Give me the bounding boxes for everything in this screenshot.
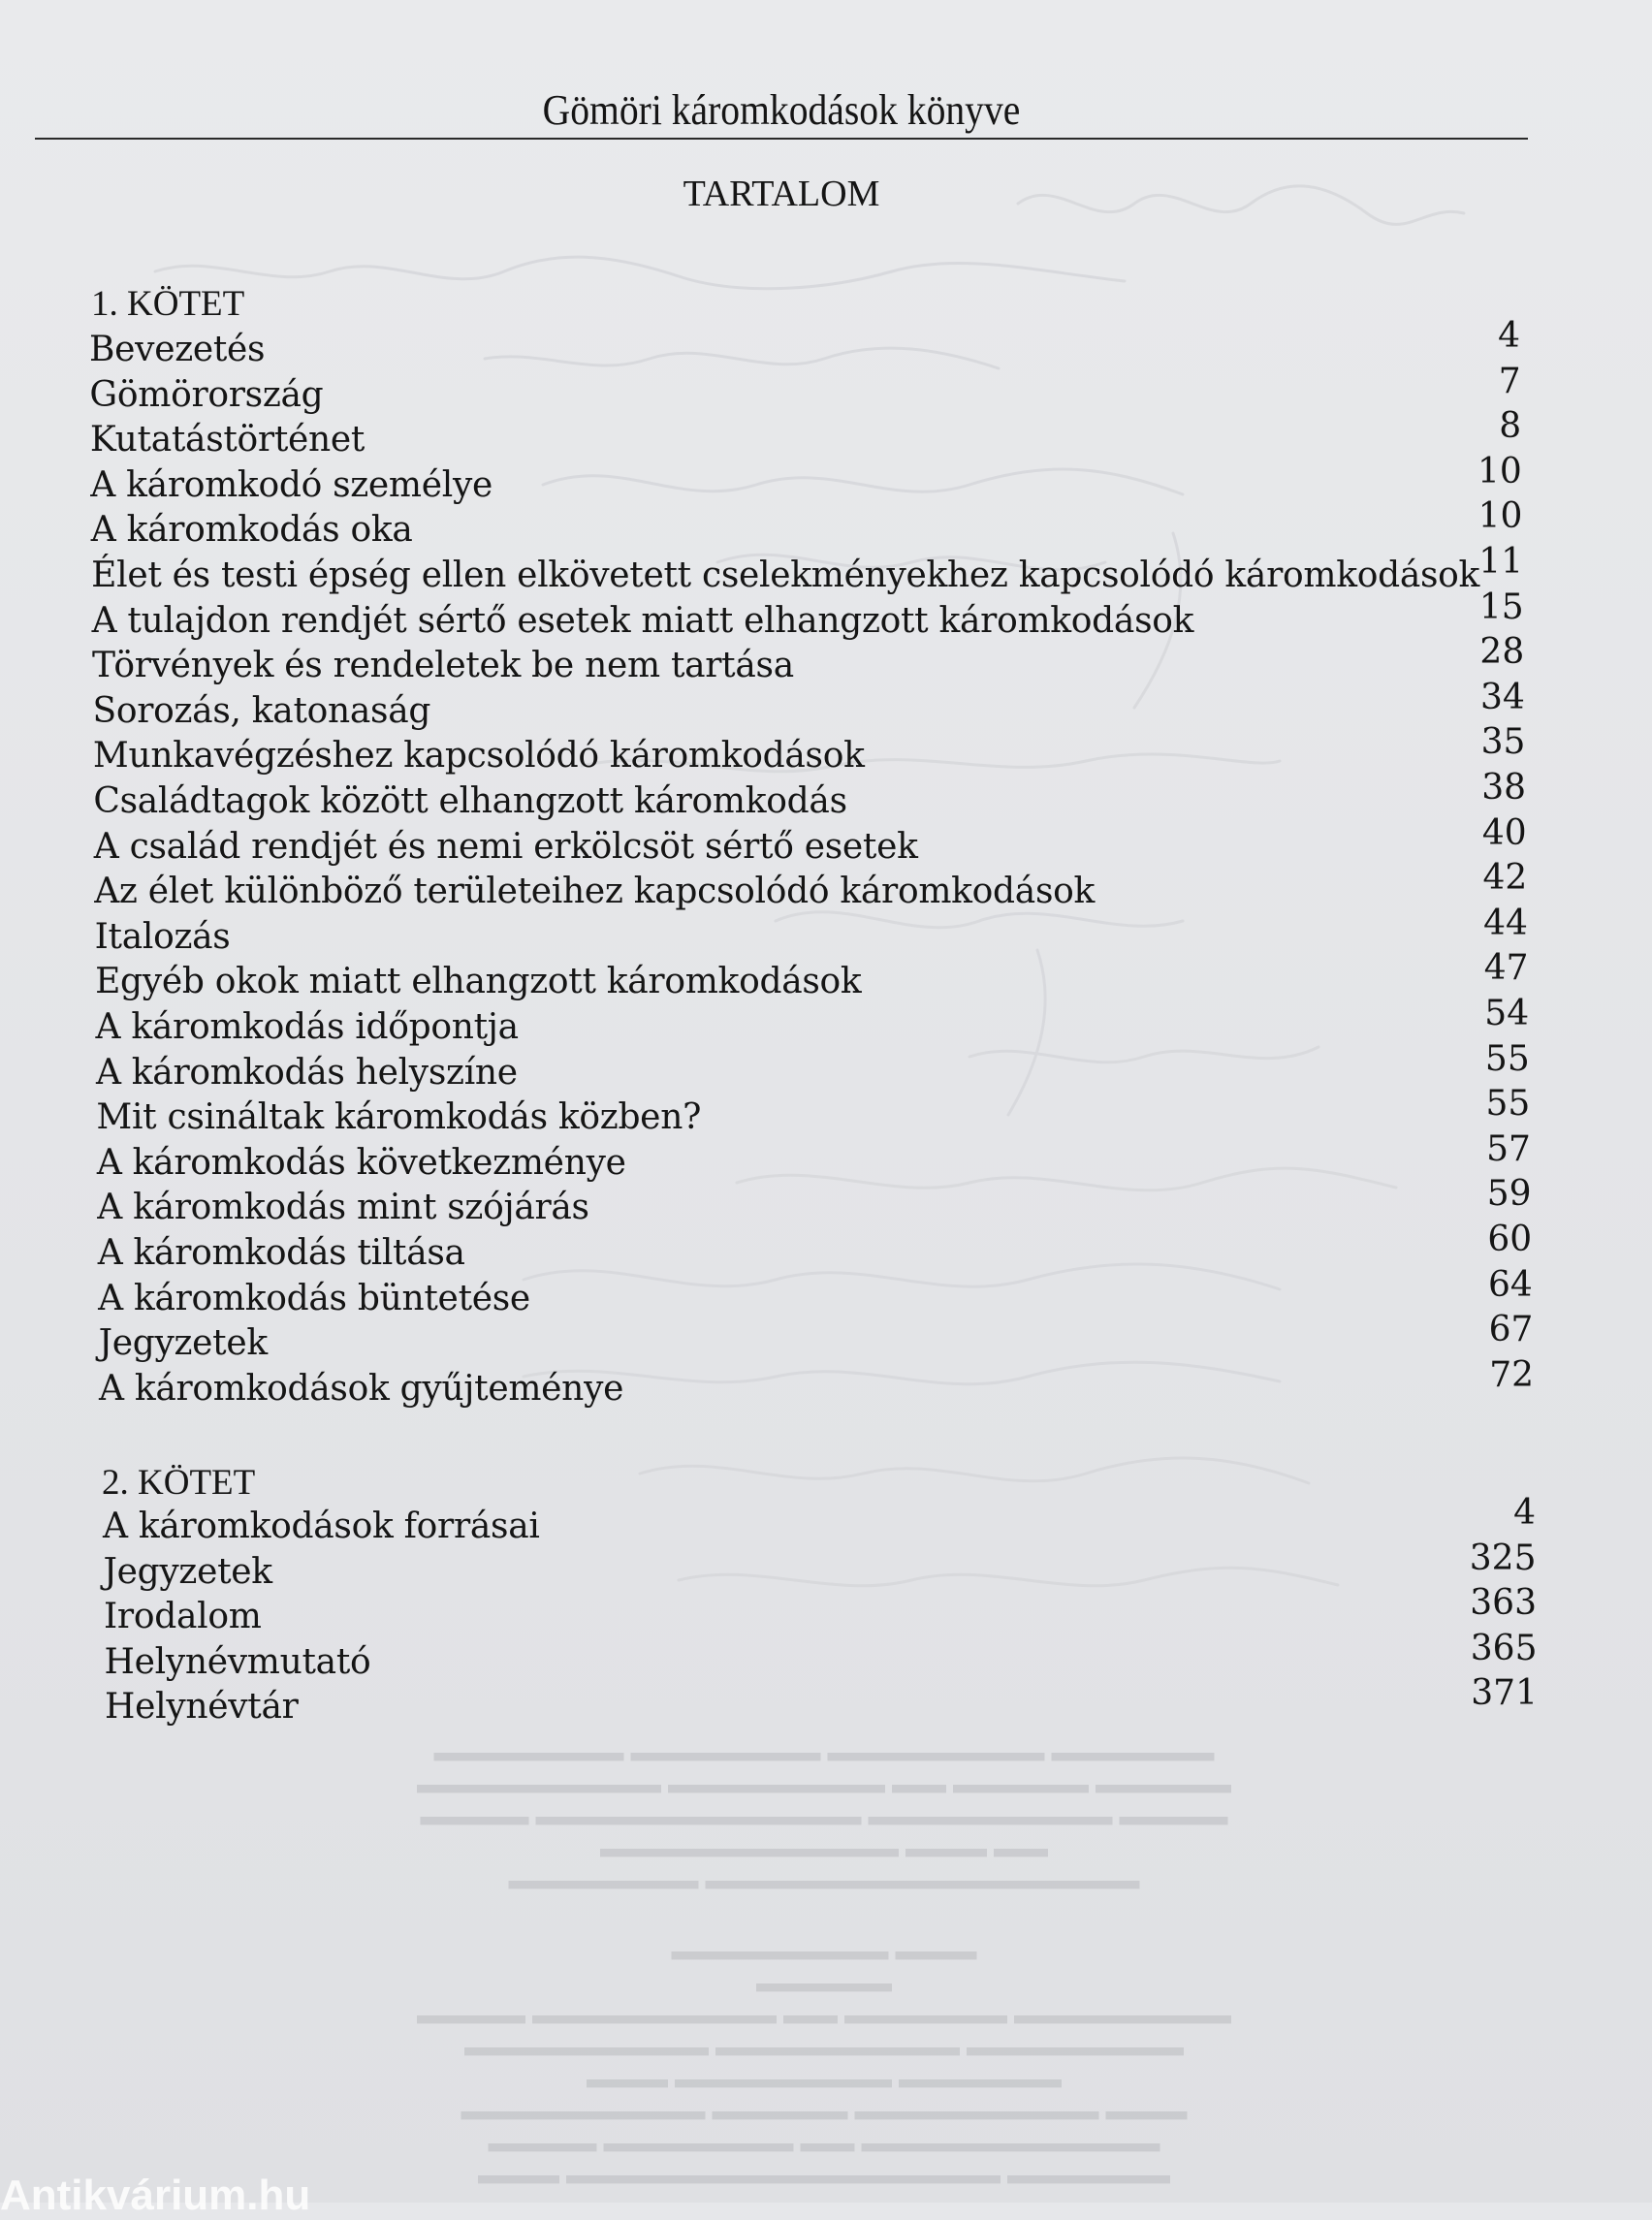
toc-entry [96,1084,1531,1142]
toc-entry [97,1174,1532,1232]
toc-entry [93,812,1527,872]
toc-entry-page: 8 [1499,406,1522,447]
toc-entry-page: 4 [1498,316,1520,356]
toc-entry-title: Gömörország [89,374,324,415]
toc-title: TARTALOM [683,174,880,214]
running-head: Gömöri káromkodások könyve [542,86,1021,134]
toc-entry [92,632,1525,690]
toc-entry-page: 15 [1478,587,1524,627]
toc-entry [90,451,1522,510]
toc-entry [103,1538,1537,1597]
toc-entry-title: A káromkodás következménye [96,1142,626,1183]
toc-entry [92,677,1525,736]
toc-entry-page: 55 [1485,1084,1531,1125]
toc-entry-title: Helynévtár [105,1687,299,1727]
toc-entry-title: Sorozás, katonaság [92,690,431,731]
toc-entry-title: A káromkodások gyűjteménye [99,1368,624,1409]
toc-entry-title: Jegyzetek [98,1323,268,1364]
toc-entry-title: A káromkodó személye [90,464,493,505]
toc-entry [92,722,1526,780]
toc-entry-title: Mit csináltak káromkodás közben? [96,1097,702,1138]
bleed-through-imprint: ▬▬▬ ▬▬▬▬▬▬▬▬▬▬▬▬▬▬▬▬ ▬▬▬▬▬▬ ▬▬▬▬ ▬▬▬▬▬▬▬ ▬▬ ▬▬▬▬▬▬▬▬▬▬▬ ▬▬▬▬▬▬▬▬▬ ▬▬▬▬▬ ▬▬▬▬▬▬▬▬▬ ▬▬▬ ▬▬▬ ▬▬▬▬▬▬▬▬ ▬▬▬▬▬▬ ▬▬▬▬▬▬▬▬▬ ▬▬▬▬▬▬▬▬▬ ▬▬▬▬▬▬▬▬ ▬▬▬▬ ▬▬▬▬▬▬▬▬▬ ▬▬ ▬▬▬▬▬▬ ▬▬▬▬▬▬▬▬ ▬▬▬▬▬ ▬▬▬▬▬▬▬▬ ▬▬▬ ▬▬▬▬▬▬▬ ▬▬▬▬▬▬▬▬▬▬▬▬▬▬▬▬ ▬▬▬▬▬▬▬▬▬▬▬ ▬▬▬ ▬▬ ▬▬▬▬ ▬▬▬▬▬▬▬▬▬▬▬▬ ▬▬▬▬▬▬▬▬▬ ▬▬▬▬ ▬▬▬▬▬▬▬▬▬ ▬▬▬▬▬▬▬▬ ▬▬ ▬▬▬▬▬ ▬▬▬▬▬ ▬▬▬▬▬▬▬ ▬▬▬▬▬▬▬ ▬▬▬▬▬▬▬▬ ▬▬▬▬▬▬ [417,1746,1231,2199]
header-rule [35,138,1528,140]
toc-entry-title: A káromkodás büntetése [98,1278,530,1318]
toc-entry-title: A káromkodás oka [90,510,413,551]
toc-entry [89,406,1522,464]
toc-entry-title: A káromkodás időpontja [95,1007,519,1047]
toc-entry-title: Italozás [94,916,231,957]
toc-entry [96,1128,1531,1188]
toc-entry [95,948,1529,1006]
toc-entry-title: Az élet különböző területeihez kapcsolódó káromkodások [94,872,1096,912]
toc-entry-page: 42 [1482,858,1528,899]
toc-entry [99,1354,1534,1413]
toc-entry-title: Irodalom [104,1597,262,1636]
toc-entry [91,587,1524,646]
toc-entry [89,316,1520,374]
toc-entry-title: A tulajdon rendjét sértő esetek miatt elhangzott káromkodások [91,600,1194,641]
toc-entry [90,496,1523,555]
toc-entry-title: Helynévmutató [104,1641,371,1682]
toc-entry-page: 325 [1469,1538,1537,1578]
toc-entry-page: 44 [1483,903,1528,943]
toc-entry [105,1673,1538,1731]
toc-entry-page: 72 [1489,1354,1534,1395]
toc-entry [98,1264,1533,1323]
toc-entry-page: 363 [1470,1583,1537,1623]
toc-entry-title: A káromkodás tiltása [97,1233,465,1273]
toc-entry [95,994,1530,1052]
toc-entry-title: Egyéb okok miatt elhangzott káromkodások [95,962,862,1002]
toc-entry [104,1628,1538,1687]
toc-entry [93,768,1527,826]
toc-entry-page: 47 [1483,948,1529,989]
toc-entry-page: 54 [1484,994,1530,1033]
toc-entry-title: Kutatástörténet [89,420,365,460]
toc-entry-title: A család rendjét és nemi erkölcsöt sértő esetek [93,826,918,867]
toc-entry-page: 34 [1480,677,1525,717]
toc-entry-page: 55 [1484,1038,1530,1079]
toc-entry-page: 64 [1487,1264,1533,1305]
toc-entry-title: Törvények és rendeletek be nem tartása [92,646,794,686]
toc-entry [97,1220,1533,1278]
toc-entry-title: Munkavégzéshez kapcsolódó káromkodások [92,736,865,777]
watermark: Antikvárium.hu [0,2172,311,2219]
toc-entry [103,1493,1536,1551]
toc-entry [94,858,1528,916]
toc-entry-title: Családtagok között elhangzott káromkodás [93,781,847,821]
toc-entry-page: 60 [1487,1220,1533,1259]
toc-entry-title: A káromkodások forrásai [103,1506,540,1546]
toc-entry [98,1310,1534,1368]
toc-entry-title: Bevezetés [89,330,266,369]
toc-entry-page: 59 [1486,1174,1532,1215]
toc-entry-title: A káromkodás helyszíne [95,1052,518,1093]
toc-entry [91,542,1524,600]
toc-entry-page: 57 [1486,1128,1531,1169]
toc-entry-title: Élet és testi épség ellen elkövetett cselekményekhez kapcsolódó káromkodások [91,555,1480,595]
toc-entry-title: A káromkodás mint szójárás [97,1188,589,1228]
volume-1-label: 1. KÖTET [91,284,245,324]
toc-entry [104,1583,1537,1641]
toc-entry [95,1038,1530,1097]
toc-entry-page: 40 [1481,812,1527,853]
toc-entry-title: Jegyzetek [103,1551,272,1592]
volume-2-label: 2. KÖTET [102,1463,256,1503]
toc-entry-page: 38 [1481,768,1527,808]
toc-entry-page: 35 [1480,722,1526,763]
toc-entry-page: 10 [1477,451,1522,492]
toc-entry [94,903,1528,962]
toc-entry-page: 11 [1478,542,1524,582]
toc-entry-page: 4 [1513,1493,1536,1533]
toc-entry-page: 67 [1488,1310,1534,1350]
toc-entry-page: 28 [1479,632,1525,673]
toc-entry-page: 365 [1470,1628,1538,1668]
toc-entry [89,361,1521,420]
toc-entry-page: 7 [1498,361,1521,401]
toc-entry-page: 371 [1471,1673,1538,1713]
toc-entry-page: 10 [1477,496,1523,537]
